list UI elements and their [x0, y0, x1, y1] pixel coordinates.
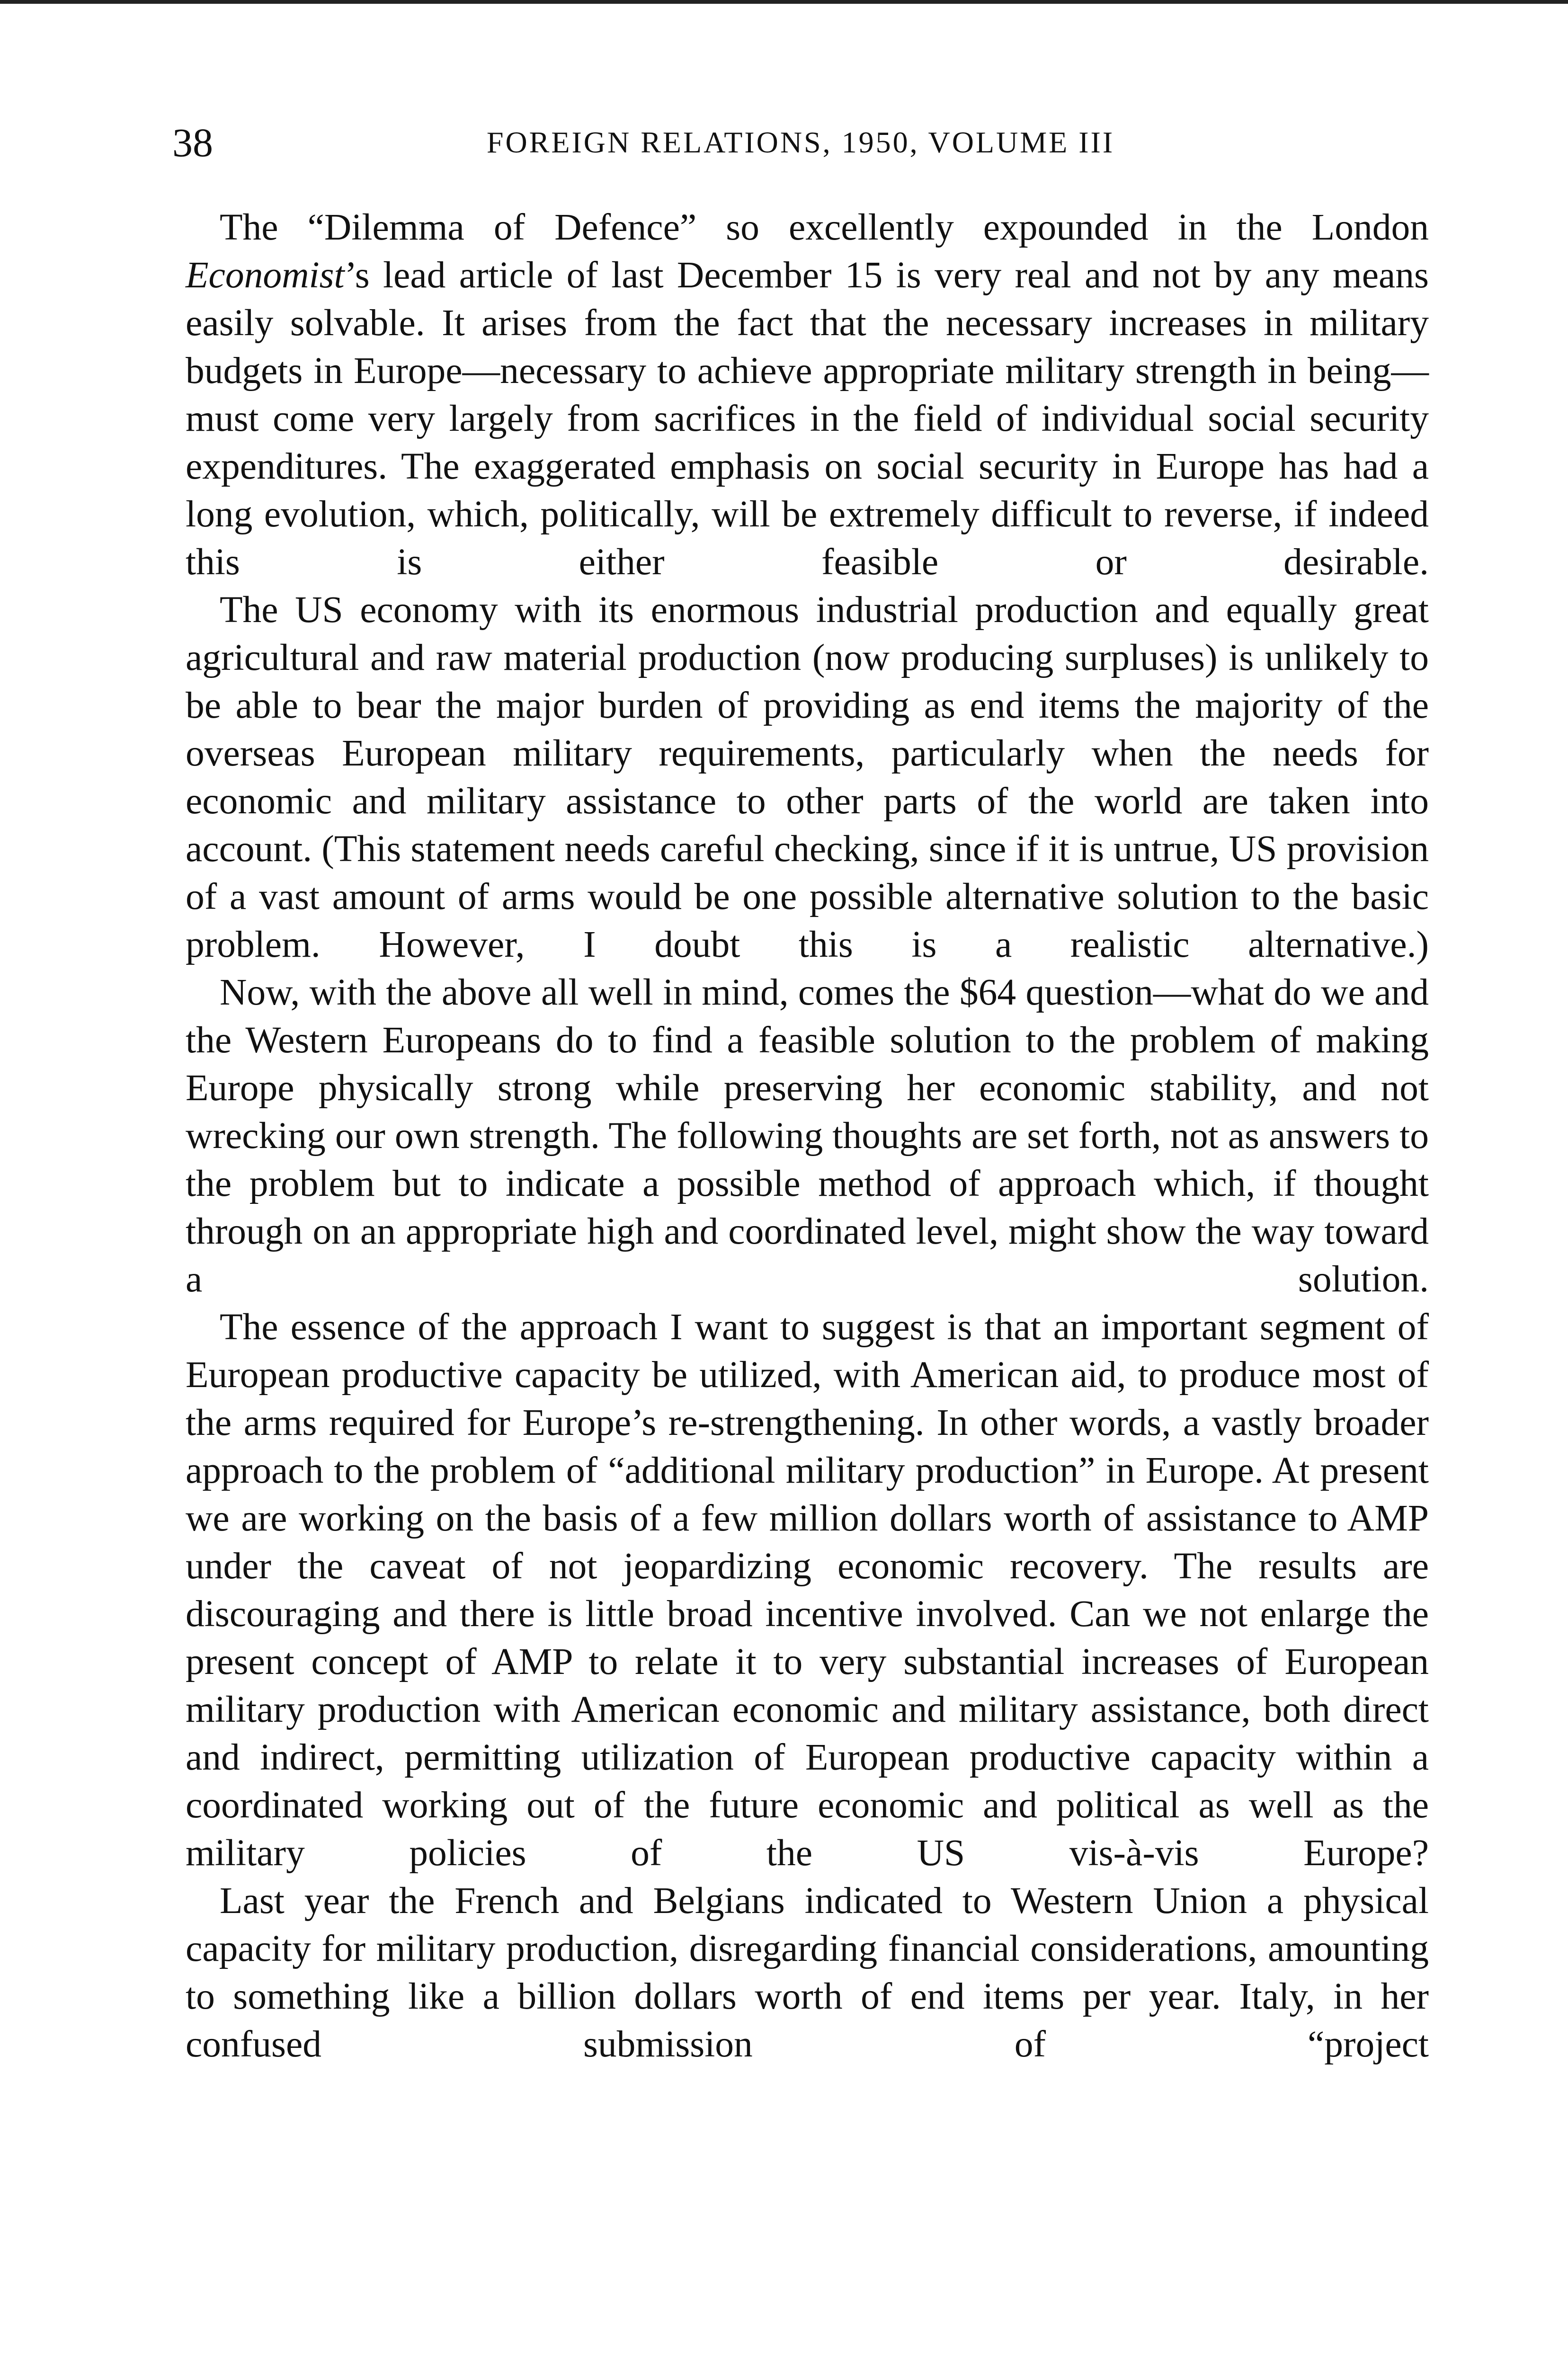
paragraph-us-economy: The US economy with its enormous industrial production and equally great agricultural and raw material production (now producing surpluses) is unlikely to be able to bear the major burden of providing as end items the majority of the overseas European military requirements, particularly when the needs for economic and military assistance to other parts of the world are taken into account. (This statement needs careful checking, since if it is untrue, US provision of a vast amount of arms would be one possible alternative solution to the basic problem. However, I doubt this is a realistic alternative.) [186, 589, 1429, 965]
paragraph-64-question: Now, with the above all well in mind, comes the $64 question—what do we and the Western Europeans do to find a feasible solution to the problem of making Europe physically strong while preserving her economic stability, and not wrecking our own strength. The following thoughts are set forth, not as answers to the problem but to indicate a possible method of approach which, if thought through on an appropriate high and coordinated level, might show the way toward a solution. [186, 971, 1429, 1300]
publication-title: Economist [186, 254, 345, 296]
top-border-rule [0, 0, 1568, 4]
paragraph-dilemma-of-defence: The “Dilemma of Defence” so excellently expounded in the London Economist’s lead article of last December 15 is very real and not by any means easily solvable. It arises from the fact that the necessary increases in military budgets in Europe—necessary to achieve appropriate military strength in being—must come very largely from sacrifices in the field of individual social security expenditures. The exaggerated emphasis on social security in Europe has had a long evolution, which, politically, will be extremely difficult to reverse, if indeed this is either feasible or desirable. [186, 206, 1429, 583]
page-number: 38 [172, 120, 213, 165]
body-text [186, 204, 1429, 2068]
running-header [172, 116, 1429, 169]
running-title: FOREIGN RELATIONS, 1950, VOLUME III [486, 125, 1115, 159]
paragraph-french-and-belgians: Last year the French and Belgians indicated to Western Union a physical capacity for military production, disregarding financial considerations, amounting to something like a billion dollars worth of end items per year. Italy, in her confused submission of “project [186, 1880, 1429, 2065]
paragraph-essence-of-approach: The essence of the approach I want to suggest is that an important segment of European productive capacity be utilized, with American aid, to produce most of the arms required for Europe’s re-strengthening. In other words, a vastly broader approach to the problem of “additional military production” in Europe. At present we are working on the basis of a few million dollars worth of assistance to AMP under the caveat of not jeopardizing economic recovery. The results are discouraging and there is little broad incentive involved. Can we not enlarge the present concept of AMP to relate it to very substantial increases of European military production with American economic and military assistance, both direct and indirect, permitting utilization of European productive capacity within a coordinated working out of the future economic and political as well as the military policies of the US vis-à-vis Europe? [186, 1306, 1429, 1874]
